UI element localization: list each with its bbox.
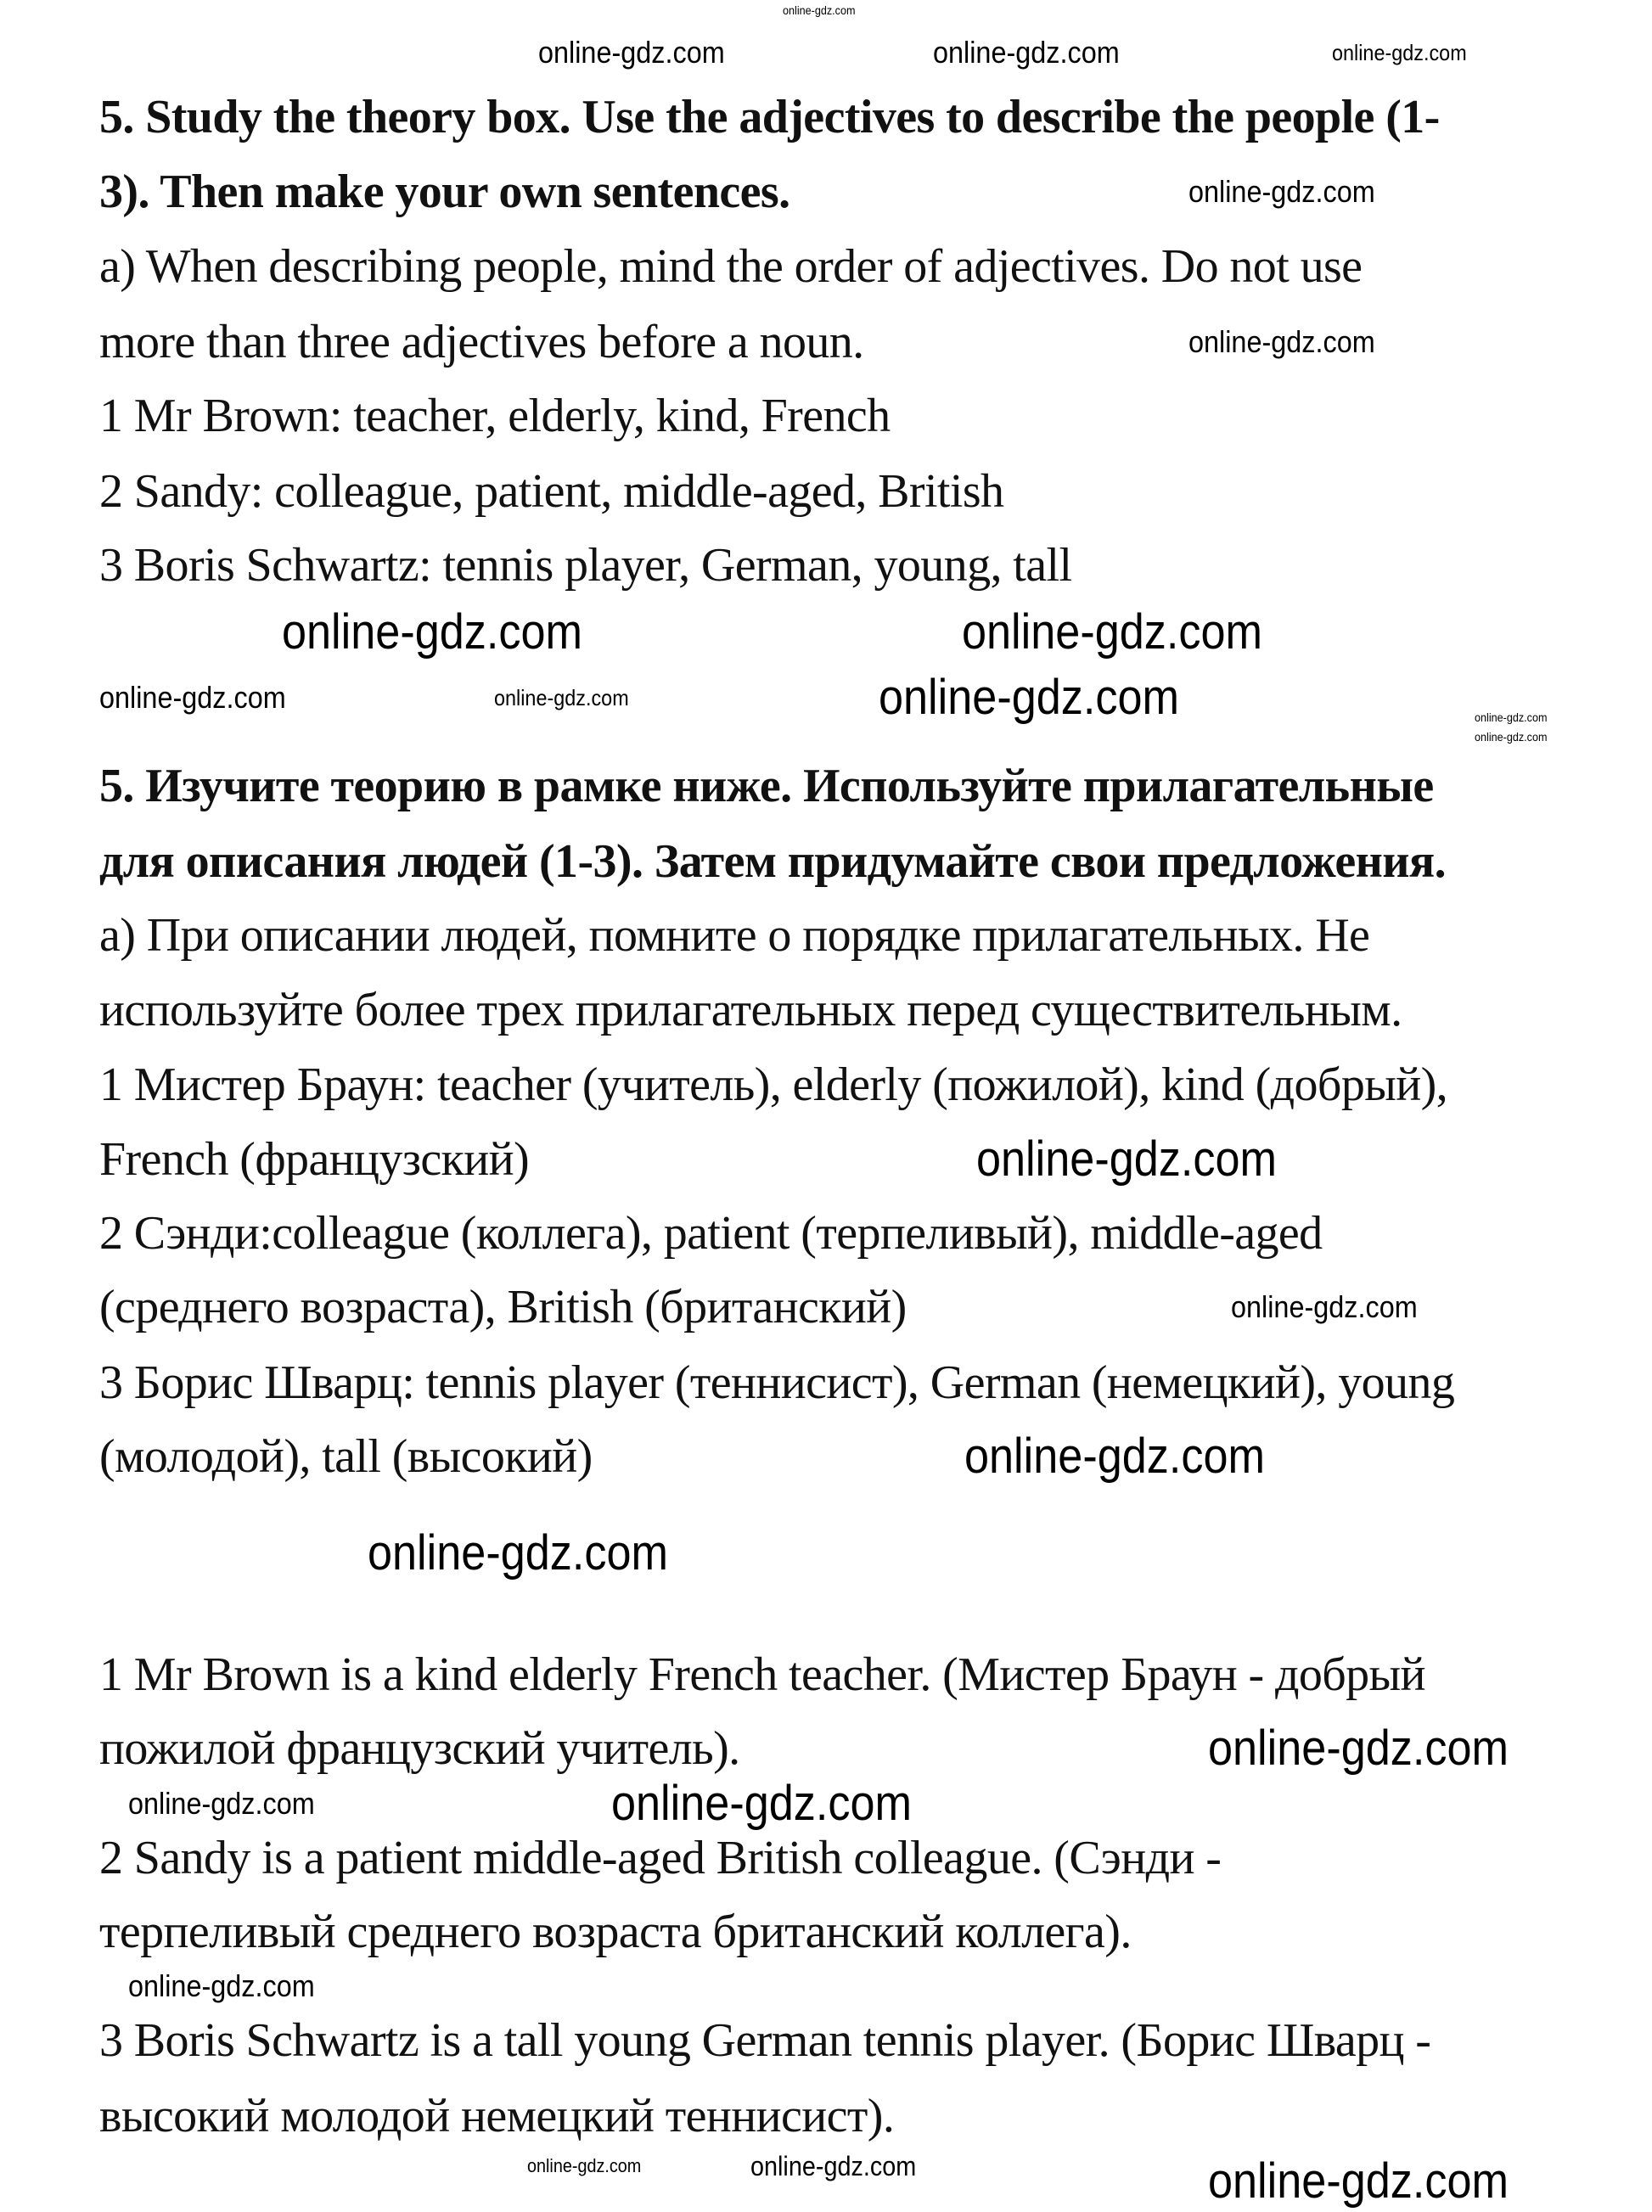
watermark: online-gdz.com: [964, 1429, 1265, 1484]
instruction-text: more than three adjectives before a noun.: [99, 316, 864, 368]
list-item: 3 Boris Schwartz: tennis player, German, young, tall: [99, 539, 1072, 592]
watermark: online-gdz.com: [1332, 40, 1467, 65]
watermark: online-gdz.com: [783, 3, 856, 17]
list-item: French (французский): [99, 1133, 530, 1186]
list-item: 1 Мистер Браун: teacher (учитель), elderly (пожилой), kind (добрый),: [99, 1058, 1448, 1111]
watermark: online-gdz.com: [750, 2151, 917, 2181]
watermark: online-gdz.com: [976, 1131, 1277, 1187]
watermark: online-gdz.com: [1231, 1289, 1418, 1324]
watermark: online-gdz.com: [494, 685, 629, 710]
watermark: online-gdz.com: [538, 35, 725, 70]
watermark: online-gdz.com: [368, 1525, 668, 1580]
instruction-text: а) При описании людей, помните о порядке прилагательных. Не: [99, 909, 1370, 962]
watermark: online-gdz.com: [1208, 2153, 1509, 2209]
list-item: 3 Борис Шварц: tennis player (теннисист), German (немецкий), young: [99, 1356, 1455, 1409]
watermark: online-gdz.com: [1188, 324, 1375, 359]
answer-line: 3 Boris Schwartz is a tall young German tennis player. (Борис Шварц -: [99, 2014, 1431, 2067]
exercise-title: 3). Then make your own sentences.: [99, 166, 790, 218]
exercise-title: для описания людей (1-3). Затем придумайте свои предложения.: [99, 835, 1447, 888]
answer-line: терпеливый среднего возраста британский коллега).: [99, 1906, 1132, 1958]
watermark: online-gdz.com: [1208, 1721, 1509, 1776]
list-item: 1 Mr Brown: teacher, elderly, kind, French: [99, 390, 891, 442]
watermark: online-gdz.com: [527, 2155, 642, 2176]
watermark: online-gdz.com: [611, 1776, 912, 1831]
answer-line: высокий молодой немецкий теннисист).: [99, 2090, 895, 2142]
watermark: online-gdz.com: [128, 1968, 315, 2003]
watermark: online-gdz.com: [1475, 730, 1548, 744]
list-item: 2 Сэнди:colleague (коллега), patient (терпеливый), middle-aged: [99, 1207, 1323, 1260]
list-item: (среднего возраста), British (британский): [99, 1281, 907, 1333]
list-item: 2 Sandy: colleague, patient, middle-aged, British: [99, 465, 1004, 518]
list-item: (молодой), tall (высокий): [99, 1430, 593, 1483]
answer-line: 1 Mr Brown is a kind elderly French teacher. (Мистер Браун - добрый: [99, 1648, 1425, 1701]
instruction-text: используйте более трех прилагательных перед существительным.: [99, 984, 1402, 1036]
watermark: online-gdz.com: [282, 604, 582, 660]
watermark: online-gdz.com: [879, 670, 1179, 725]
answer-line: 2 Sandy is a patient middle-aged British colleague. (Сэнди -: [99, 1832, 1222, 1884]
watermark: online-gdz.com: [99, 680, 286, 715]
answer-line: пожилой французский учитель).: [99, 1722, 740, 1775]
instruction-text: a) When describing people, mind the order of adjectives. Do not use: [99, 240, 1363, 293]
exercise-title: 5. Изучите теорию в рамке ниже. Используйте прилагательные: [99, 760, 1434, 812]
watermark: online-gdz.com: [128, 1786, 315, 1821]
watermark: online-gdz.com: [933, 35, 1120, 70]
watermark: online-gdz.com: [1188, 174, 1375, 209]
watermark: online-gdz.com: [1475, 710, 1548, 724]
watermark: online-gdz.com: [962, 604, 1262, 660]
exercise-title: 5. Study the theory box. Use the adjectives to describe the people (1-: [99, 91, 1440, 143]
